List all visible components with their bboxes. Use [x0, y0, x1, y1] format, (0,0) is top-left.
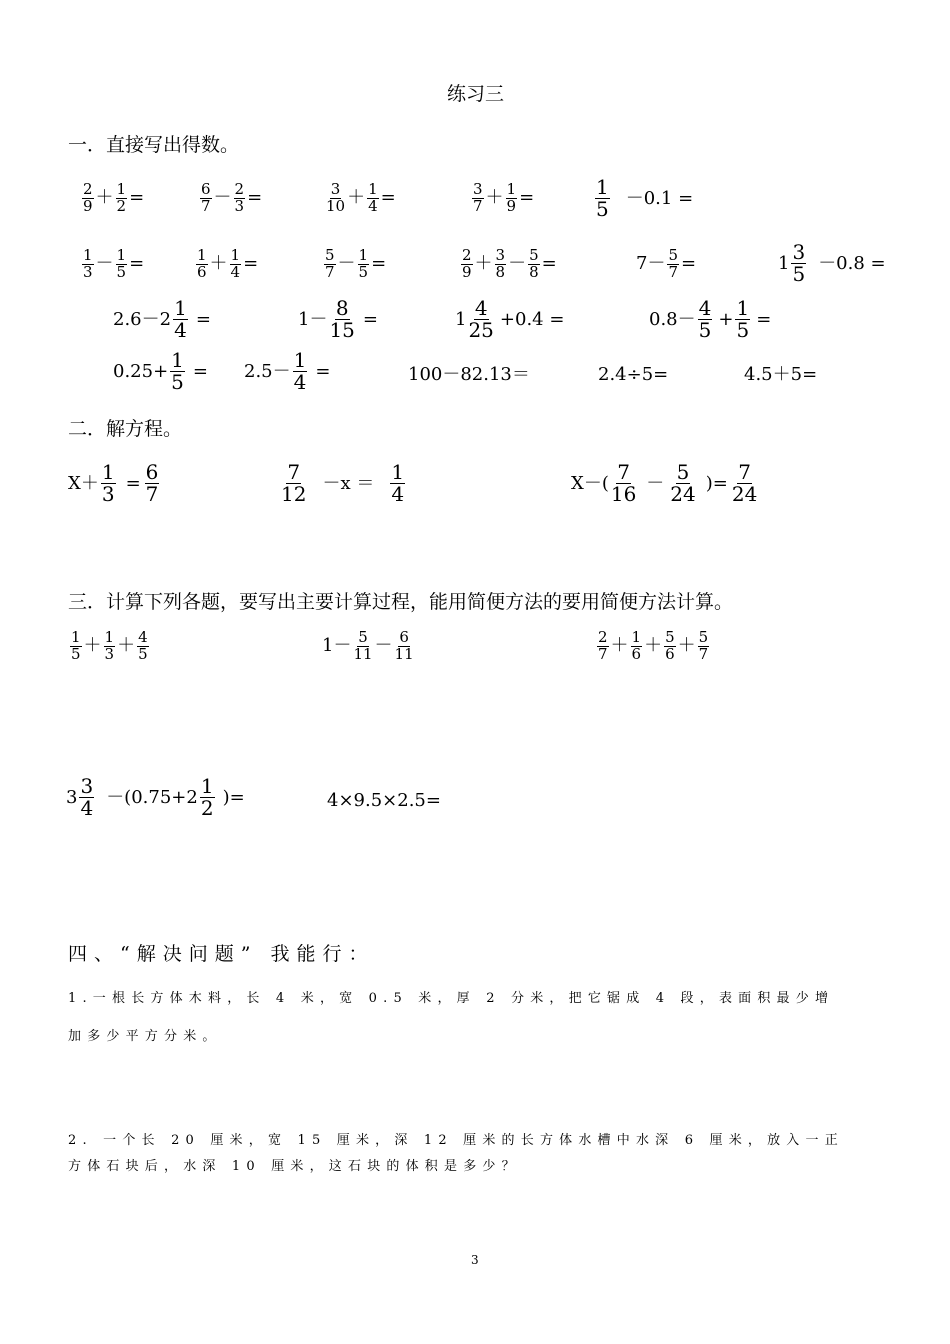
denominator: 15 [329, 318, 355, 342]
numerator: 2 [83, 180, 93, 198]
numerator: 1 [71, 628, 81, 646]
numerator: 4 [474, 296, 488, 320]
s1-r2-item-5 [636, 248, 696, 281]
denominator: 3 [83, 262, 93, 281]
s1-r3-item-1 [113, 298, 211, 341]
numerator: 1 [293, 348, 307, 372]
math-text: = [195, 308, 211, 330]
section-3-heading: 三．计算下列各题，要写出主要计算过程，能用简便方法的要用简便方法计算。 [68, 591, 734, 613]
math-text: = [247, 187, 263, 209]
numerator: 5 [676, 460, 690, 484]
equation-1 [68, 462, 161, 505]
s3-problem-2 [322, 630, 416, 663]
fraction [611, 462, 636, 505]
fraction [82, 248, 94, 281]
fraction [326, 182, 345, 215]
math-text: = [129, 253, 145, 275]
denominator: 9 [83, 196, 93, 215]
question-2-line-2: 方体石块后，水深 10 厘米，这石块的体积是多少？ [68, 1159, 521, 1174]
denominator: 7 [698, 644, 709, 663]
numerator: 5 [358, 628, 368, 646]
math-text: 0.8－ [649, 308, 696, 330]
numerator: 1 [197, 246, 207, 264]
math-text: = [315, 360, 331, 382]
fraction [472, 182, 484, 215]
s3-problem-4 [66, 776, 245, 819]
fraction [79, 776, 94, 819]
math-text: － [213, 187, 232, 209]
denominator: 7 [668, 262, 678, 281]
math-text: = [756, 308, 772, 330]
section-2-heading: 二．解方程。 [68, 418, 183, 440]
math-text: = [380, 187, 396, 209]
math-text: = [129, 187, 145, 209]
numerator: 1 [171, 348, 184, 372]
numerator: 6 [399, 628, 409, 646]
numerator: 5 [698, 628, 709, 646]
numerator: 7 [287, 460, 301, 484]
math-text: X－( [571, 472, 609, 494]
numerator: 3 [330, 180, 341, 198]
numerator: 1 [174, 296, 187, 320]
fraction [468, 298, 493, 341]
fraction [324, 248, 336, 281]
s1-r4-item-5: 4.5＋5= [744, 364, 818, 385]
denominator: 25 [468, 318, 494, 342]
numerator: 1 [368, 180, 378, 198]
fraction [528, 248, 540, 281]
denominator: 2 [200, 796, 214, 820]
math-text: ＋ [347, 187, 366, 209]
numerator: 1 [101, 460, 115, 484]
math-text: －0.1 = [625, 187, 694, 209]
fraction [82, 182, 94, 215]
math-text: )= [222, 786, 245, 808]
math-text: 7－ [636, 253, 666, 275]
s1-r1-item-3 [324, 182, 396, 215]
math-text: －x ＝ [322, 472, 375, 494]
numerator: 5 [325, 246, 335, 264]
math-text: － [508, 253, 527, 275]
s1-r2-item-6 [778, 242, 886, 285]
numerator: 7 [738, 460, 751, 484]
fraction [200, 776, 215, 819]
numerator: 1 [200, 774, 214, 798]
math-text: － [646, 472, 665, 494]
math-text: －0.8 = [818, 252, 886, 274]
math-text: = [192, 360, 208, 382]
s1-r4-item-4: 2.4÷5= [598, 364, 669, 385]
s1-r1-item-2 [198, 182, 262, 215]
denominator: 11 [353, 644, 373, 663]
denominator: 8 [495, 262, 506, 281]
numerator: 3 [495, 246, 506, 264]
math-text: 2.6－2 [113, 308, 172, 330]
fraction [732, 462, 757, 505]
numerator: 1 [736, 296, 750, 320]
math-text: + [718, 308, 734, 330]
fraction [698, 298, 713, 341]
numerator: 1 [230, 246, 241, 264]
math-text: = [681, 253, 697, 275]
numerator: 1 [116, 246, 127, 264]
denominator: 8 [529, 262, 539, 281]
fraction [698, 630, 710, 663]
numerator: 3 [80, 774, 94, 798]
denominator: 9 [506, 196, 517, 215]
fraction [358, 248, 370, 281]
fraction [200, 182, 212, 215]
equation-3 [571, 462, 759, 505]
numerator: 1 [631, 628, 642, 646]
numerator: 2 [234, 180, 245, 198]
denominator: 16 [610, 482, 637, 506]
denominator: 3 [234, 196, 245, 215]
math-text: ＋ [83, 635, 102, 657]
math-text: ＋ [474, 253, 493, 275]
math-text: ＋ [677, 635, 696, 657]
denominator: 5 [71, 644, 81, 663]
numerator: 1 [596, 175, 609, 199]
numerator: 3 [473, 180, 483, 198]
numerator: 8 [335, 296, 349, 320]
fraction [70, 630, 82, 663]
denominator: 5 [736, 318, 750, 342]
s1-r4-item-3: 100－82.13＝ [408, 364, 530, 385]
math-text: ＋ [485, 187, 504, 209]
math-text: ＋ [209, 253, 228, 275]
s3-problem-3 [595, 630, 711, 663]
fraction [145, 462, 160, 505]
math-text: 2.5－ [244, 360, 291, 382]
math-text: = [125, 472, 141, 494]
numerator: 1 [391, 460, 405, 484]
numerator: 2 [598, 628, 608, 646]
numerator: 1 [116, 180, 127, 198]
fraction [631, 630, 643, 663]
s3-problem-1 [68, 630, 151, 663]
fraction [104, 630, 116, 663]
fraction [329, 298, 354, 341]
numerator: 4 [138, 628, 148, 646]
numerator: 7 [617, 460, 630, 484]
equation-2 [279, 462, 407, 505]
s1-r1-item-4 [470, 182, 534, 215]
math-text: － [374, 635, 393, 657]
s1-r2-item-4 [459, 248, 557, 281]
denominator: 7 [598, 644, 608, 663]
section-1-heading: 一．直接写出得数。 [68, 134, 240, 156]
denominator: 3 [104, 644, 115, 663]
numerator: 2 [462, 246, 472, 264]
denominator: 5 [792, 262, 806, 286]
math-text: 1 [778, 252, 790, 274]
question-1-line-1: 1.一根长方体木料，长 4 米，宽 0.5 米，厚 2 分米，把它锯成 4 段，表面积最少增 [68, 991, 835, 1006]
math-text: X＋ [68, 472, 99, 494]
s1-r3-item-2 [298, 298, 378, 341]
question-1-line-2: 加多少平方分米。 [68, 1029, 222, 1044]
denominator: 5 [116, 262, 127, 281]
denominator: 5 [698, 318, 712, 342]
page-title: 练习三 [447, 83, 505, 105]
math-text: 0.25+ [113, 360, 169, 382]
fraction [791, 242, 806, 285]
denominator: 5 [358, 262, 369, 281]
math-text: 1－ [298, 308, 328, 330]
fraction [506, 182, 518, 215]
s1-r2-item-3 [322, 248, 386, 281]
fraction [461, 248, 473, 281]
numerator: 5 [668, 246, 678, 264]
math-text: = [541, 253, 557, 275]
s1-r2-item-1 [80, 248, 144, 281]
fraction [137, 630, 149, 663]
fraction [230, 248, 242, 281]
fraction [281, 462, 306, 505]
s1-r1-item-5 [593, 177, 693, 220]
math-text: 1 [455, 308, 467, 330]
denominator: 10 [326, 196, 346, 215]
fraction [664, 630, 676, 663]
denominator: 7 [201, 196, 211, 215]
denominator: 6 [197, 262, 207, 281]
fraction [367, 182, 379, 215]
s1-r3-item-4 [649, 298, 771, 341]
denominator: 4 [174, 318, 187, 342]
s3-problem-5: 4×9.5×2.5= [327, 790, 441, 811]
s1-r1-item-1 [80, 182, 144, 215]
fraction [196, 248, 208, 281]
numerator: 3 [792, 240, 806, 264]
denominator: 5 [171, 370, 184, 394]
fraction [395, 630, 414, 663]
denominator: 5 [596, 197, 609, 221]
denominator: 24 [670, 482, 696, 506]
math-text: － [95, 253, 114, 275]
denominator: 5 [138, 644, 148, 663]
denominator: 4 [230, 262, 241, 281]
page-number: 3 [471, 1253, 479, 1267]
denominator: 12 [281, 482, 307, 506]
denominator: 4 [368, 196, 378, 215]
math-text: －(0.75+2 [106, 786, 198, 808]
numerator: 5 [665, 628, 675, 646]
denominator: 4 [80, 796, 94, 820]
s1-r2-item-2 [194, 248, 258, 281]
fraction [170, 350, 185, 393]
numerator: 5 [529, 246, 539, 264]
denominator: 4 [391, 482, 405, 506]
denominator: 6 [665, 644, 675, 663]
fraction [116, 248, 128, 281]
numerator: 1 [83, 246, 93, 264]
fraction [173, 298, 188, 341]
denominator: 3 [101, 482, 115, 506]
fraction [495, 248, 507, 281]
fraction [293, 350, 308, 393]
section-4-heading: 四、“解决问题” 我能行： [68, 943, 375, 965]
s1-r4-item-1 [113, 350, 208, 393]
math-text: +0.4 = [499, 308, 565, 330]
question-2-line-1: 2. 一个长 20 厘米，宽 15 厘米，深 12 厘米的长方体水槽中水深 6 厘米，放入一正 [68, 1133, 844, 1148]
math-text: ＋ [610, 635, 629, 657]
denominator: 4 [293, 370, 307, 394]
s1-r4-item-2 [244, 350, 330, 393]
denominator: 2 [116, 196, 127, 215]
math-text: 3 [66, 786, 78, 808]
math-text: = [519, 187, 535, 209]
denominator: 9 [462, 262, 472, 281]
fraction [234, 182, 246, 215]
denominator: 7 [325, 262, 335, 281]
denominator: 11 [394, 644, 414, 663]
denominator: 6 [631, 644, 642, 663]
fraction [670, 462, 695, 505]
fraction [735, 298, 750, 341]
numerator: 1 [104, 628, 115, 646]
math-text: ＋ [117, 635, 136, 657]
math-text: ＋ [95, 187, 114, 209]
numerator: 1 [358, 246, 369, 264]
denominator: 24 [731, 482, 758, 506]
math-text: 1－ [322, 635, 352, 657]
fraction [116, 182, 128, 215]
fraction [353, 630, 372, 663]
math-text: ＋ [644, 635, 663, 657]
s1-r3-item-3 [455, 298, 564, 341]
numerator: 1 [506, 180, 517, 198]
denominator: 7 [473, 196, 483, 215]
fraction [597, 630, 609, 663]
fraction [390, 462, 405, 505]
math-text: － [337, 253, 356, 275]
math-text: = [362, 308, 378, 330]
fraction [101, 462, 116, 505]
math-text: = [243, 253, 259, 275]
math-text: = [371, 253, 387, 275]
fraction [667, 248, 679, 281]
math-text: )= [705, 472, 728, 494]
numerator: 6 [201, 180, 211, 198]
denominator: 7 [145, 482, 159, 506]
fraction [595, 177, 610, 220]
numerator: 6 [145, 460, 159, 484]
numerator: 4 [698, 296, 712, 320]
